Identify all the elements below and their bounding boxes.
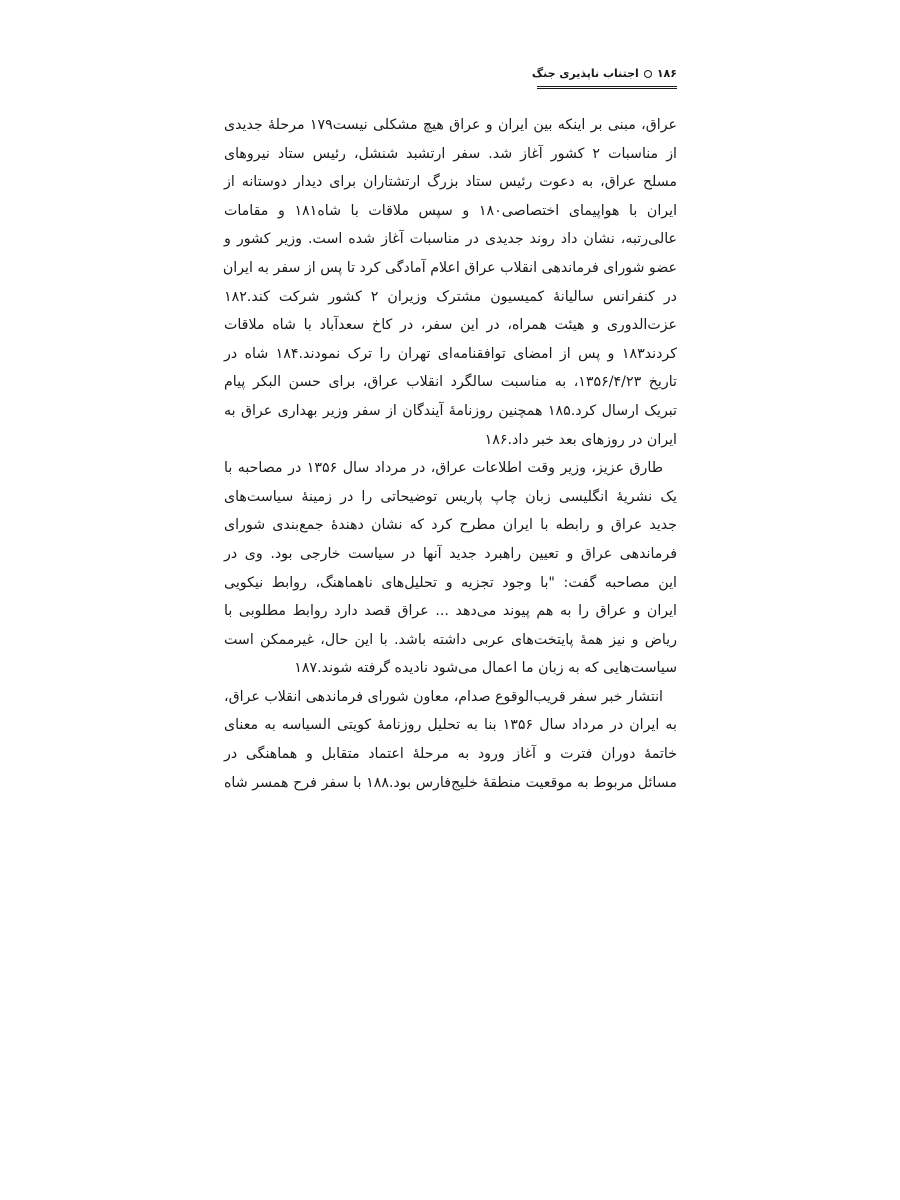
text-line: ایران با هواپیمای اختصاصی۱۸۰ و سپس ملاقات با شاه۱۸۱ و مقامات [224, 202, 678, 219]
text-line: در کنفرانس سالیانهٔ کمیسیون مشترک وزیران ۲ کشور شرکت کند.۱۸۲ [224, 288, 677, 305]
book-title: اجتناب ناپذیری جنگ [531, 67, 639, 80]
text-line: مسائل مربوط به موقعیت منطقهٔ خلیج‌فارس بود.۱۸۸ با سفر فرح همسر شاه [224, 774, 677, 791]
text-line: عراق، مبنی بر اینکه بین ایران و عراق هیچ مشکلی نیست۱۷۹ مرحلهٔ جدیدی [224, 117, 677, 133]
text-line: انتشار خبر سفر قریب‌الوقوع صدام، معاون شورای فرماندهی انقلاب عراق، [224, 688, 663, 705]
text-line: عزت‌الدوری و هیئت همراه، در این سفر، در کاخ سعدآباد با شاه ملاقات [224, 317, 677, 334]
text-line: طارق عزیز، وزیر وقت اطلاعات عراق، در مرداد سال ۱۳۵۶ در مصاحبه با [224, 460, 663, 477]
text-line: سیاست‌هایی که به زبان ما اعمال می‌شود نادیده گرفته شوند.۱۸۷ [294, 660, 677, 677]
paragraph-2 [224, 454, 677, 683]
text-line: این مصاحبه گفت: "با وجود تجزیه و تحلیل‌های ناهماهنگ، روابط نیکویی [224, 574, 677, 591]
text-line: ایران و عراق را به هم پیوند می‌دهد ... عراق قصد دارد روابط مطلوبی با [224, 603, 677, 620]
text-line: به ایران در مرداد سال ۱۳۵۶ بنا به تحلیل روزنامهٔ کویتی السیاسه به معنای [224, 717, 677, 734]
book-page [224, 64, 677, 797]
text-line: از مناسبات ۲ کشور آغاز شد. سفر ارتشبد شنشل، رئیس ستاد نیروهای [224, 145, 677, 162]
circle-separator-icon [644, 70, 652, 78]
text-line: خاتمهٔ دوران فترت و آغاز ورود به مرحلهٔ اعتماد متقابل و هماهنگی در [224, 746, 677, 763]
text-line: ریاض و نیز همهٔ پایتخت‌های عربی داشته باشد. با این حال، غیرممکن است [224, 631, 677, 648]
text-line: یک نشریهٔ انگلیسی زبان چاپ پاریس توضیحاتی را در زمینهٔ سیاست‌های [224, 488, 677, 505]
paragraph-3 [224, 683, 677, 797]
body-text [224, 111, 677, 797]
text-line: تبریک ارسال کرد.۱۸۵ همچنین روزنامهٔ آیندگان از سفر وزیر بهداری عراق به [224, 402, 678, 419]
paragraph-1 [224, 111, 677, 454]
text-line: تاریخ ۱۳۵۶/۴/۲۳، به مناسبت سالگرد انقلاب عراق، برای حسن البکر پیام [224, 374, 677, 391]
text-line: مسلح عراق، به دعوت رئیس ستاد بزرگ ارتشتاران برای دیدار دوستانه از [224, 174, 677, 191]
text-line: عضو شورای فرماندهی انقلاب عراق اعلام آمادگی کرد تا پس از سفر به ایران [222, 259, 677, 276]
header-rule [537, 86, 677, 89]
text-line: جدید عراق و رابطه با ایران مطرح کرد که نشان دهندهٔ جمع‌بندی شورای [224, 517, 677, 534]
running-header [224, 64, 677, 84]
text-line: ایران در روزهای بعد خبر داد.۱۸۶ [484, 431, 677, 448]
text-line: فرماندهی عراق و تعیین راهبرد جدید آنها در سیاست خارجی بود. وی در [224, 545, 677, 562]
text-line: عالی‌رتبه، نشان داد روند جدیدی در مناسبات آغاز شده است. وزیر کشور و [224, 231, 677, 248]
page-number: ۱۸۶ [656, 67, 677, 80]
text-line: کردند۱۸۳ و پس از امضای توافقنامه‌ای تهران را ترک نمودند.۱۸۴ شاه در [224, 345, 677, 362]
